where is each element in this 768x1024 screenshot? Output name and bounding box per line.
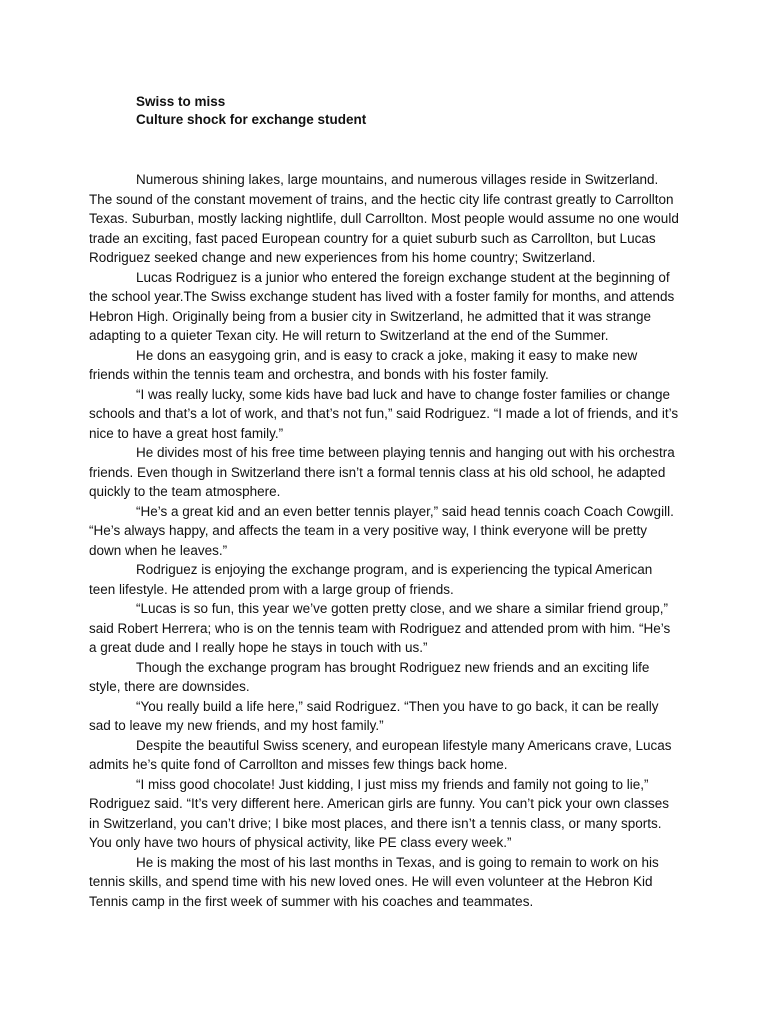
paragraph: “You really build a life here,” said Rodriguez. “Then you have to go back, it can be really sad to leave my new friends, and my host family.” [89, 698, 659, 733]
paragraph: He dons an easygoing grin, and is easy to crack a joke, making it easy to make new friends within the tennis team and orchestra, and bonds with his foster family. [89, 347, 638, 382]
headline-block [136, 93, 696, 129]
paragraph: Though the exchange program has brought Rodriguez new friends and an exciting life style, there are downsides. [89, 659, 650, 694]
paragraph: “I was really lucky, some kids have bad luck and have to change foster families or change schools and that’s a lot of work, and that’s not fun,” said Rodriguez. “I made a lot of friends, and it’s nice to have a great host family.” [89, 386, 679, 441]
paragraph: “Lucas is so fun, this year we’ve gotten pretty close, and we share a similar friend group,” said Robert Herrera; who is on the tennis team with Rodriguez and attended prom with him. “He’s a great dude and I really hope he stays in touch with us.” [89, 601, 671, 655]
paragraph: He is making the most of his last months in Texas, and is going to remain to work on his tennis skills, and spend time with his new loved ones. He will even volunteer at the Hebron Kid Tennis camp in the first week of summer with his coaches and teammates. [89, 854, 659, 909]
paragraph: “He’s a great kid and an even better tennis player,” said head tennis coach Coach Cowgill. “He’s always happy, and affects the team in a very positive way, I think everyone will be pretty down when he leaves.” [89, 503, 674, 558]
article-body [89, 170, 679, 911]
paragraph: Despite the beautiful Swiss scenery, and european lifestyle many Americans crave, Lucas admits he’s quite fond of Carrollton and misses few things back home. [89, 737, 672, 772]
headline-subtitle: Culture shock for exchange student [136, 112, 367, 127]
paragraph: “I miss good chocolate! Just kidding, I just miss my friends and family not going to lie,” Rodriguez said. “It’s very different here. American girls are funny. You can’t pick your own classes in Switzerland, you can’t drive; I bike most places, and there isn’t a tennis class, or many sports. You only have two hours of physical activity, like PE class every week.” [89, 776, 670, 850]
paragraph: He divides most of his free time between playing tennis and hanging out with his orchestra friends. Even though in Switzerland there isn’t a formal tennis class at his old school, he adapted quickly to the team atmosphere. [89, 445, 675, 499]
headline-title: Swiss to miss [136, 94, 226, 109]
paragraph: Numerous shining lakes, large mountains, and numerous villages reside in Switzerland. The sound of the constant movement of trains, and the hectic city life contrast greatly to Carrollton Texas. Suburban, mostly lacking nightlife, dull Carrollton. Most people would assume no one would trade an exciting, fast paced European country for a quiet suburb such as Carrollton, but Lucas Rodriguez seeked change and new experiences from his home country; Switzerland. [89, 172, 679, 265]
paragraph: Lucas Rodriguez is a junior who entered the foreign exchange student at the beginning of the school year.The Swiss exchange student has lived with a foster family for months, and attends Hebron High. Originally being from a busier city in Switzerland, he admitted that it was strange adapting to a quieter Texan city. He will return to Switzerland at the end of the Summer. [89, 269, 675, 343]
paragraph: Rodriguez is enjoying the exchange program, and is experiencing the typical American teen lifestyle. He attended prom with a large group of friends. [89, 562, 653, 597]
